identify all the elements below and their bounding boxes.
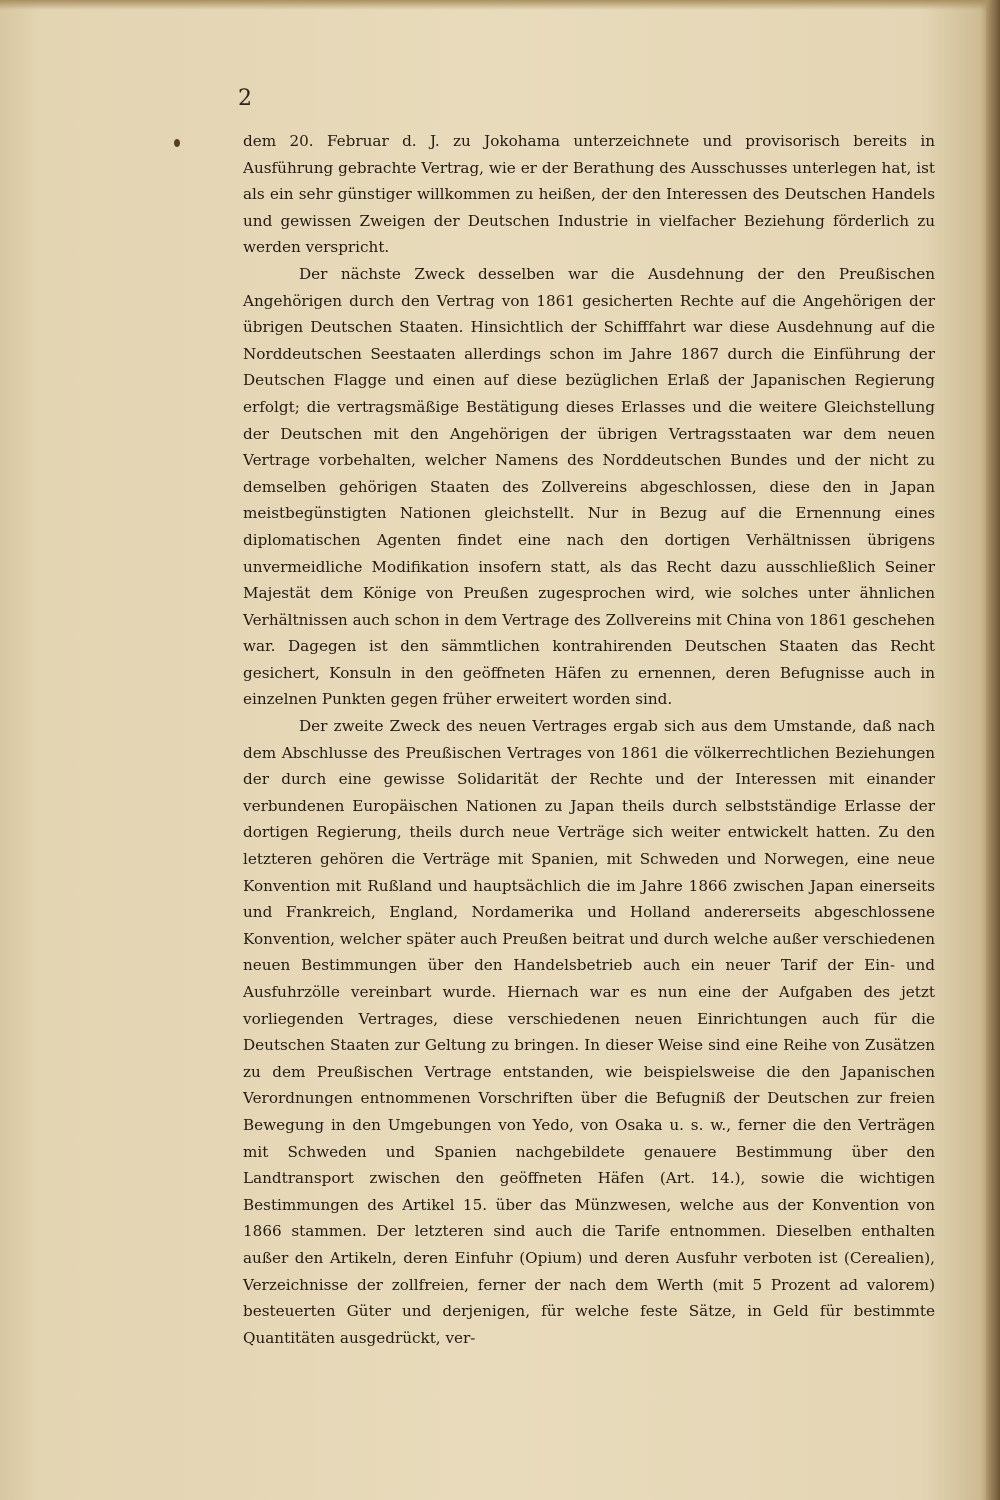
margin-ink-spot	[174, 139, 180, 147]
page-top-edge	[0, 0, 1000, 10]
body-text	[243, 128, 935, 1351]
page-number: 2	[238, 86, 252, 111]
paragraph-1: dem 20. Februar d. J. zu Jokohama unterzeichnete und provisorisch bereits in Ausführung gebrachte Vertrag, wie er der Berathung des Ausschusses unterlegen hat, ist als ein sehr günstiger willkommen zu heißen, der den Interessen des Deutschen Handels und gewissen Zweigen der Deutschen Industrie in vielfacher Beziehung förderlich zu werden verspricht.	[243, 132, 935, 257]
page-binding-edge	[986, 0, 1000, 1500]
paragraph-3: Der zweite Zweck des neuen Vertrages ergab sich aus dem Umstande, daß nach dem Abschlusse des Preußischen Vertrages von 1861 die völkerrechtlichen Beziehungen der durch eine gewisse Solidarität der Rechte und der Interessen mit einander verbundenen Europäischen Nationen zu Japan theils durch selbstständige Erlasse der dortigen Regierung, theils durch neue Verträge sich weiter entwickelt hatten. Zu den letzteren gehören die Verträge mit Spanien, mit Schweden und Norwegen, eine neue Konvention mit Rußland und hauptsächlich die im Jahre 1866 zwischen Japan einerseits und Frankreich, England, Nordamerika und Holland andererseits abgeschlossene Konvention, welcher später auch Preußen beitrat und durch welche außer verschiedenen neuen Bestimmungen über den Handelsbetrieb auch ein neuer Tarif der Ein- und Ausfuhrzölle vereinbart wurde. Hiernach war es nun eine der Aufgaben des jetzt vorliegenden Vertrages, diese verschiedenen neuen Einrichtungen auch für die Deutschen Staaten zur Geltung zu bringen. In dieser Weise sind eine Reihe von Zusätzen zu dem Preußischen Vertrage entstanden, wie beispielsweise die den Japanischen Verordnungen entnommenen Vorschriften über die Befugniß der Deutschen zur freien Bewegung in den Umgebungen von Yedo, von Osaka u. s. w., ferner die den Verträgen mit Schweden und Spanien nachgebildete genauere Bestimmung über den Landtransport zwischen den geöffneten Häfen (Art. 14.), sowie die wichtigen Bestimmungen des Artikel 15. über das Münzwesen, welche aus der Konvention von 1866 stammen. Der letzteren sind auch die Tarife entnommen. Dieselben enthalten außer den Artikeln, deren Einfuhr (Opium) und deren Ausfuhr verboten ist (Cerealien), Verzeichnisse der zollfreien, ferner der nach dem Werth (mit 5 Prozent ad valorem) besteuerten Güter und derjenigen, für welche feste Sätze, in Geld für bestimmte Quantitäten ausgedrückt, ver-	[243, 717, 935, 1347]
paragraph-2: Der nächste Zweck desselben war die Ausdehnung der den Preußischen Angehörigen durch den Vertrag von 1861 gesicherten Rechte auf die Angehörigen der übrigen Deutschen Staaten. Hinsichtlich der Schifffahrt war diese Ausdehnung auf die Norddeutschen Seestaaten allerdings schon im Jahre 1867 durch die Einführung der Deutschen Flagge und einen auf diese bezüglichen Erlaß der Japanischen Regierung erfolgt; die vertragsmäßige Bestätigung dieses Erlasses und die weitere Gleichstellung der Deutschen mit den Angehörigen der übrigen Vertragsstaaten war dem neuen Vertrage vorbehalten, welcher Namens des Norddeutschen Bundes und der nicht zu demselben gehörigen Staaten des Zollvereins abgeschlossen, diese den in Japan meistbegünstigten Nationen gleichstellt. Nur in Bezug auf die Ernennung eines diplomatischen Agenten findet eine nach den dortigen Verhältnissen übrigens unvermeidliche Modifikation insofern statt, als das Recht dazu ausschließlich Seiner Majestät dem Könige von Preußen zugesprochen wird, wie solches unter ähnlichen Verhältnissen auch schon in dem Vertrage des Zollvereins mit China von 1861 geschehen war. Dagegen ist den sämmtlichen kontrahirenden Deutschen Staaten das Recht gesichert, Konsuln in den geöffneten Häfen zu ernennen, deren Befugnisse auch in einzelnen Punkten gegen früher erweitert worden sind.	[243, 264, 935, 709]
